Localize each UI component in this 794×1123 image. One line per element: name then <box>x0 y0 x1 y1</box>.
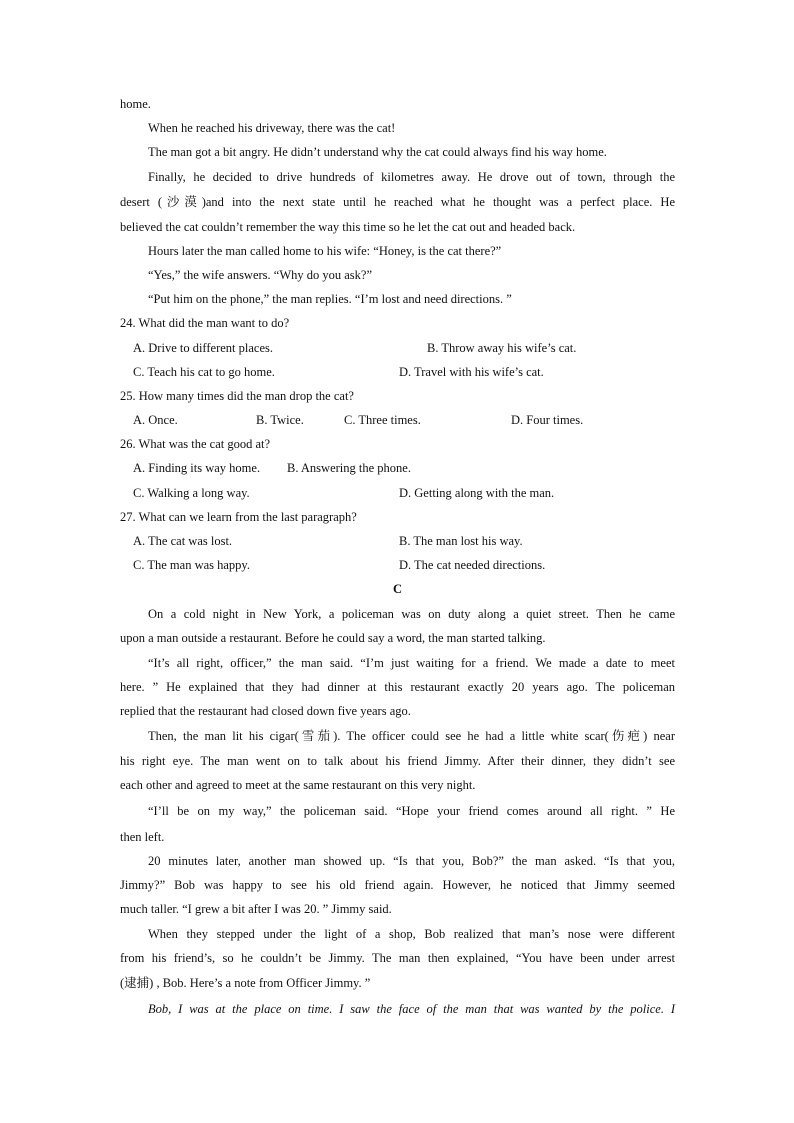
option-c: C. The man was happy. <box>133 558 250 572</box>
paragraph-line: then left. <box>120 830 165 844</box>
paragraph-line: Finally, he decided to drive hundreds of kilometres away. He drove out of town, through the <box>148 170 675 184</box>
paragraph-line: 20 minutes later, another man showed up. “Is that you, Bob?” the man asked. “Is that you, <box>148 854 675 868</box>
question-stem: 25. How many times did the man drop the cat? <box>120 389 354 403</box>
option-a: A. Drive to different places. <box>133 341 273 355</box>
paragraph-line: replied that the restaurant had closed down five years ago. <box>120 704 411 718</box>
question-stem: 26. What was the cat good at? <box>120 437 271 451</box>
paragraph-line: upon a man outside a restaurant. Before he could say a word, the man started talking. <box>120 631 546 645</box>
option-c: C. Three times. <box>344 413 421 427</box>
paragraph-line: “It’s all right, officer,” the man said. “I’m just waiting for a friend. We made a date to meet <box>148 656 675 670</box>
option-b: B. Twice. <box>256 413 304 427</box>
question-stem: 24. What did the man want to do? <box>120 316 290 330</box>
question-stem: 27. What can we learn from the last paragraph? <box>120 510 357 524</box>
paragraph-line: from his friend’s, so he couldn’t be Jimmy. The man then explained, “You have been under arrest <box>120 951 675 965</box>
option-d: D. Four times. <box>511 413 584 427</box>
option-d: D. The cat needed directions. <box>399 558 546 572</box>
paragraph-line: When they stepped under the light of a shop, Bob realized that man’s nose were different <box>148 927 675 941</box>
option-c: C. Walking a long way. <box>133 486 250 500</box>
paragraph-line: Then, the man lit his cigar(雪茄). The officer could see he had a little white scar(伤疤) near <box>148 729 675 743</box>
paragraph-line: Jimmy?” Bob was happy to see his old friend again. However, he noticed that Jimmy seemed <box>120 878 675 892</box>
paragraph-line: his right eye. The man went on to talk about his friend Jimmy. After their dinner, they didn’t see <box>120 754 675 768</box>
paragraph-line: much taller. “I grew a bit after I was 20. ” Jimmy said. <box>120 902 392 916</box>
paragraph-line: “I’ll be on my way,” the policeman said. “Hope your friend comes around all right. ” He <box>148 804 675 818</box>
option-a: A. Once. <box>133 413 178 427</box>
paragraph-line: home. <box>120 97 151 111</box>
paragraph-line: “Yes,” the wife answers. “Why do you ask?” <box>148 268 373 282</box>
option-a: A. Finding its way home. <box>133 461 261 475</box>
option-b: B. Answering the phone. <box>287 461 411 475</box>
option-d: D. Travel with his wife’s cat. <box>399 365 544 379</box>
paragraph-line: When he reached his driveway, there was the cat! <box>148 121 396 135</box>
option-a: A. The cat was lost. <box>133 534 233 548</box>
option-b: B. Throw away his wife’s cat. <box>427 341 577 355</box>
section-heading: C <box>392 582 403 596</box>
option-c: C. Teach his cat to go home. <box>133 365 275 379</box>
paragraph-line: On a cold night in New York, a policeman was on duty along a quiet street. Then he came <box>148 607 675 621</box>
paragraph-line: each other and agreed to meet at the same restaurant on this very night. <box>120 778 476 792</box>
paragraph-line: believed the cat couldn’t remember the way this time so he let the cat out and headed back. <box>120 220 576 234</box>
paragraph-line: Hours later the man called home to his wife: “Honey, is the cat there?” <box>148 244 502 258</box>
paragraph-line: “Put him on the phone,” the man replies. “I’m lost and need directions. ” <box>148 292 512 306</box>
option-b: B. The man lost his way. <box>399 534 523 548</box>
paragraph-line: here. ” He explained that they had dinner at this restaurant exactly 20 years ago. The policeman <box>120 680 675 694</box>
paragraph-line: The man got a bit angry. He didn’t understand why the cat could always find his way home. <box>148 145 607 159</box>
paragraph-line: (逮捕) , Bob. Here’s a note from Officer Jimmy. ” <box>120 976 371 990</box>
option-d: D. Getting along with the man. <box>399 486 555 500</box>
note-line: Bob, I was at the place on time. I saw the face of the man that was wanted by the police. I <box>148 1002 675 1016</box>
paragraph-line: desert (沙漠)and into the next state until he reached what he thought was a perfect place. He <box>120 195 675 209</box>
